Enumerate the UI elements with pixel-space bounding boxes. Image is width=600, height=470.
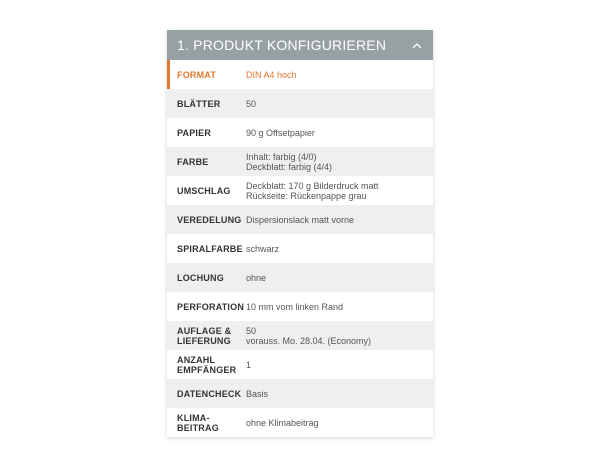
- row-value: [246, 152, 332, 172]
- config-row-perforation[interactable]: [167, 292, 433, 321]
- row-label-line: AUFLAGE &: [177, 325, 232, 336]
- config-row-veredelung[interactable]: [167, 205, 433, 234]
- config-row-farbe[interactable]: [167, 147, 433, 176]
- chevron-up-icon[interactable]: [411, 39, 423, 51]
- row-value: Dispersionslack matt vorne: [246, 214, 355, 225]
- config-list: [167, 60, 433, 437]
- config-row-papier[interactable]: [167, 118, 433, 147]
- row-value-line: 50: [246, 325, 257, 336]
- panel-title: 1. PRODUKT KONFIGURIEREN: [177, 37, 387, 53]
- row-value: ohne Klimabeitrag: [246, 417, 319, 428]
- row-label: UMSCHLAG: [177, 185, 231, 196]
- row-value: ohne: [246, 272, 267, 283]
- config-row-format[interactable]: [167, 60, 433, 89]
- panel-header-toggle[interactable]: [167, 30, 433, 60]
- row-label-line: EMPFÄNGER: [177, 364, 237, 375]
- row-value-line: Inhalt: farbig (4/0): [246, 151, 317, 162]
- row-value: 90 g Offsetpapier: [246, 127, 315, 138]
- row-label-line: LIEFERUNG: [177, 335, 231, 346]
- row-value: 1: [246, 359, 252, 370]
- config-row-auflage-lieferung[interactable]: [167, 321, 433, 350]
- row-label: [177, 355, 246, 375]
- row-value: [246, 181, 379, 201]
- row-value-line: Deckblatt: 170 g Bilderdruck matt: [246, 180, 379, 191]
- row-label: PERFORATION: [177, 301, 245, 312]
- row-value-line: Rückseite: Rückenpappe grau: [246, 190, 367, 201]
- config-row-blaetter[interactable]: [167, 89, 433, 118]
- row-label: DATENCHECK: [177, 388, 242, 399]
- config-row-klimabeitrag[interactable]: [167, 408, 433, 437]
- row-label: LOCHUNG: [177, 272, 224, 283]
- row-value: Basis: [246, 388, 269, 399]
- row-label: PAPIER: [177, 127, 212, 138]
- row-label-line: BEITRAG: [177, 422, 219, 433]
- config-row-datencheck[interactable]: [167, 379, 433, 408]
- row-value: DIN A4 hoch: [246, 69, 297, 80]
- row-label: [177, 413, 246, 433]
- row-value: 10 mm vom linken Rand: [246, 301, 344, 312]
- row-label-line: KLIMA-: [177, 412, 210, 423]
- config-row-lochung[interactable]: [167, 263, 433, 292]
- config-row-spiralfarbe[interactable]: [167, 234, 433, 263]
- product-config-panel: [167, 30, 433, 437]
- row-label-line: ANZAHL: [177, 354, 216, 365]
- row-label: FARBE: [177, 156, 209, 167]
- row-label: VEREDELUNG: [177, 214, 242, 225]
- row-label: [177, 326, 246, 346]
- row-label: SPIRALFARBE: [177, 243, 243, 254]
- config-row-umschlag[interactable]: [167, 176, 433, 205]
- row-label: BLÄTTER: [177, 98, 221, 109]
- row-value-line: vorauss. Mo. 28.04. (Economy): [246, 335, 372, 346]
- row-label: FORMAT: [177, 69, 217, 80]
- row-value: 50: [246, 98, 257, 109]
- config-row-anzahl-empfaenger[interactable]: [167, 350, 433, 379]
- row-value: schwarz: [246, 243, 280, 254]
- row-value: [246, 326, 371, 346]
- row-value-line: Deckblatt: farbig (4/4): [246, 161, 333, 172]
